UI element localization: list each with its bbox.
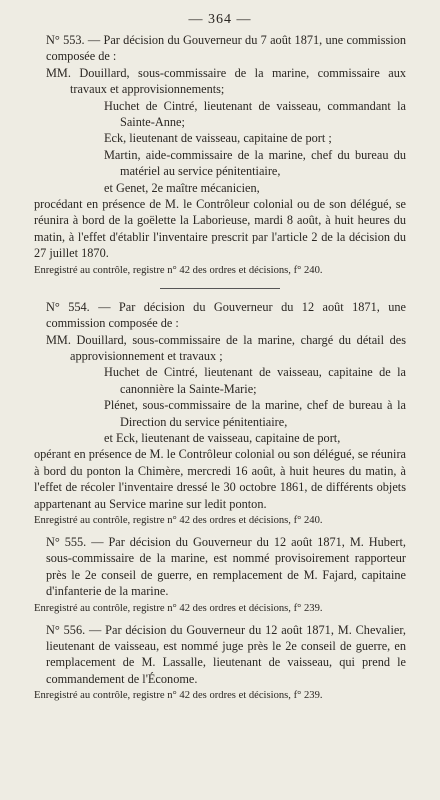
section-divider (160, 288, 280, 289)
decision-553-member: MM. Douillard, sous-commissaire de la marine, commissaire aux travaux et approvisionnements; (46, 65, 406, 97)
decision-554-member: Huchet de Cintré, lieutenant de vaisseau, capitaine de la canonnière la Sainte-Marie; (104, 365, 406, 396)
decision-554-body: opérant en présence de M. le Contrôleur colonial ou son délégué, se réunira à bord du ponton la Chimère, mercredi 16 août, à huit heures du matin, à l'effet de récoler l'inventaire dressé le 30 octobre 1861, de différents objets appartenant au Service marine sur ledit ponton. (34, 447, 406, 511)
decision-555 (34, 534, 406, 616)
decision-554-member: et Eck, lieutenant de vaisseau, capitaine de port, (104, 430, 341, 445)
decision-556-text: N° 556. — Par décision du Gouverneur du 12 août 1871, M. Chevalier, lieutenant de vaisseau, est nommé juge près le 2e conseil de guerre, en remplacement de M. Lassalle, lieutenant de vaisseau, qui prend le commandement de l'Économe. (46, 622, 406, 686)
decision-555-text: N° 555. — Par décision du Gouverneur du 12 août 1871, M. Hubert, sous-commissaire de la marine, est nommé provisoirement rapporteur près le 2e conseil de guerre, en remplacement de M. Fajard, capitaine d'infanterie de la marine. (46, 534, 406, 599)
decision-554-member: Plénet, sous-commissaire de la marine, chef de bureau à la Direction du service pénitentiaire, (104, 398, 406, 429)
decision-553-member: Huchet de Cintré, lieutenant de vaisseau, commandant la Sainte-Anne; (104, 98, 406, 130)
decision-556-registration: Enregistré au contrôle, registre n° 42 des ordres et décisions, f° 239. (34, 690, 323, 702)
decision-554-lead: N° 554. — Par décision du Gouverneur du 12 août 1871, une commission composée de : (46, 299, 406, 331)
decision-553-member: et Genet, 2e maître mécanicien, (104, 180, 260, 195)
decision-553 (34, 32, 406, 278)
page-number: — 364 — (188, 12, 252, 27)
decision-556 (34, 622, 406, 704)
decision-553-body: procédant en présence de M. le Contrôleur colonial ou de son délégué, se réunira à bord de la goëlette la Laborieuse, mardi 8 août, à huit heures du matin, à l'effet d'établir l'inventaire prescrit par l'article 2 de la décision du 27 juillet 1870. (34, 197, 406, 261)
decision-553-registration: Enregistré au contrôle, registre n° 42 des ordres et décisions, f° 240. (34, 264, 323, 276)
decision-553-lead: N° 553. — Par décision du Gouverneur du 7 août 1871, une commission composée de : (46, 33, 406, 64)
decision-553-member: Eck, lieutenant de vaisseau, capitaine de port ; (104, 131, 332, 146)
decision-554-registration: Enregistré au contrôle, registre n° 42 des ordres et décisions, f° 240. (34, 514, 323, 526)
decision-554 (34, 299, 406, 528)
decision-555-registration: Enregistré au contrôle, registre n° 42 des ordres et décisions, f° 239. (34, 602, 323, 614)
decision-554-member: MM. Douillard, sous-commissaire de la marine, chargé du détail des approvisionnement et travaux ; (46, 332, 406, 363)
decision-553-member: Martin, aide-commissaire de la marine, chef du bureau du matériel au service pénitentiaire, (104, 147, 406, 179)
